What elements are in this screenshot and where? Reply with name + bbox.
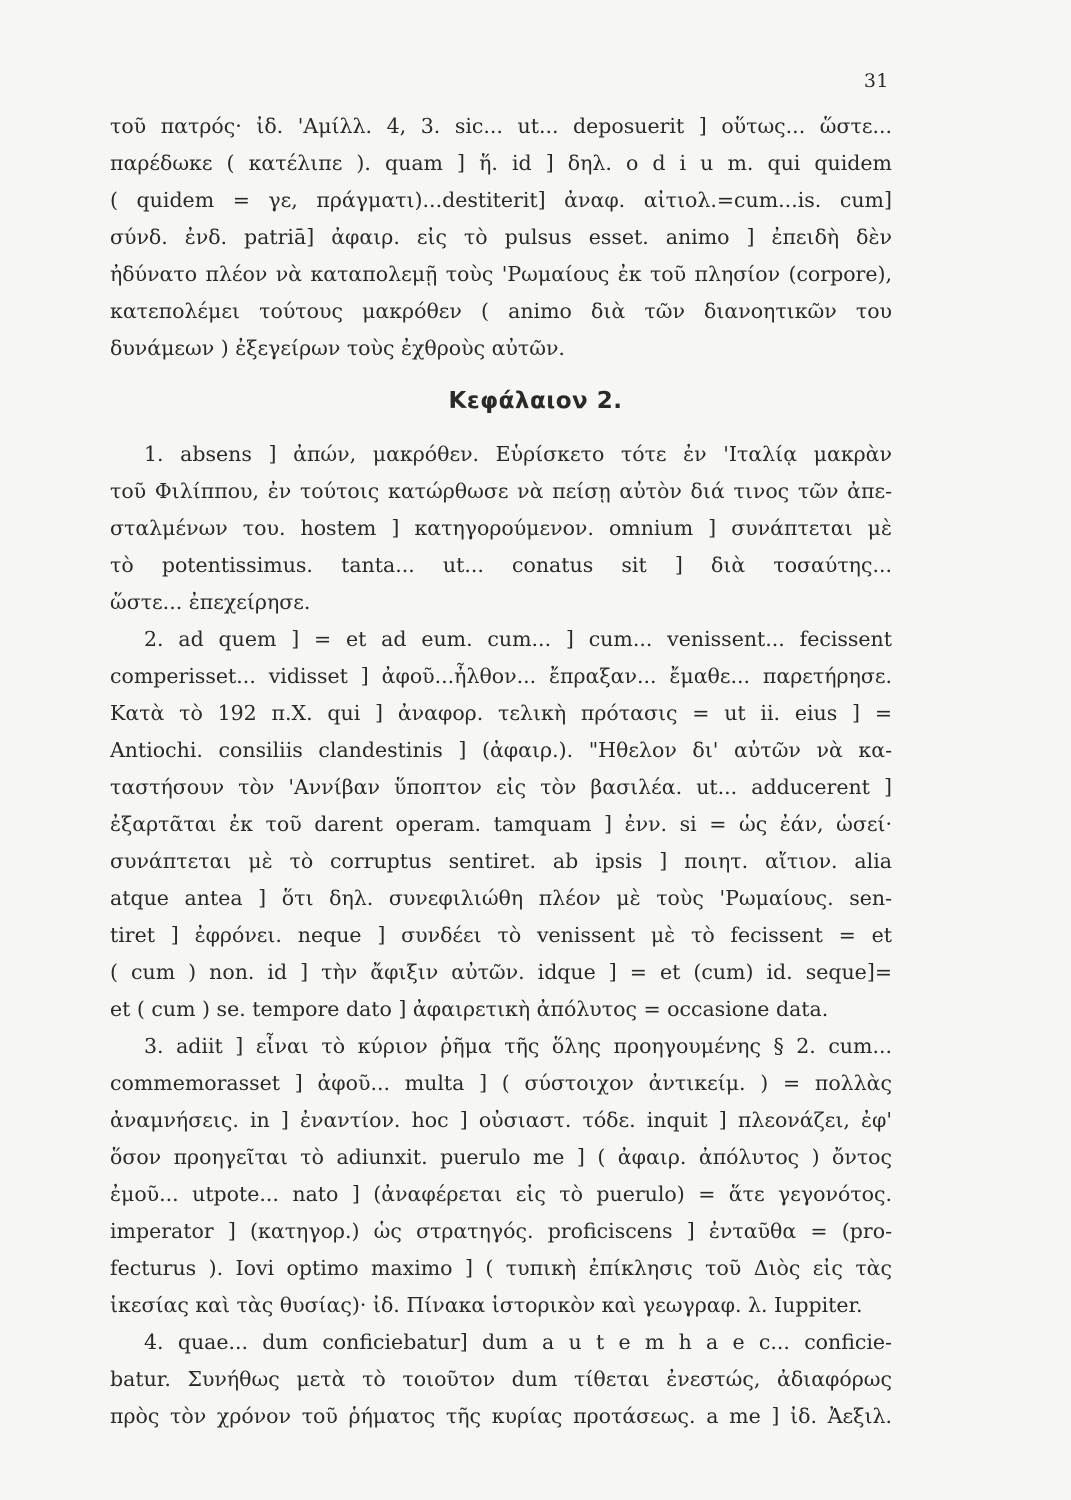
chapter-heading: Κεφάλαιον 2. (448, 388, 623, 414)
text-line: τὸ potentissimus. tanta... ut... conatus sit ] διὰ τοσαύτης... (110, 553, 892, 577)
text-line: Κατὰ τὸ 192 π.Χ. qui ] ἀναφορ. τελικὴ πρότασις = ut ii. eius ] = (110, 701, 892, 725)
text-line: παρέδωκε ( κατέλιπε ). quam ] ἥ. id ] δηλ. o d i u m. qui quidem (110, 151, 892, 175)
text-line: Antiochi. consiliis clandestinis ] (ἀφαιρ.). "Ηθελον δι' αὐτῶν νὰ κα- (110, 738, 892, 762)
text-line: 1. absens ] ἀπών, μακρόθεν. Εὑρίσκετο τότε ἐν 'Ιταλίᾳ μακρὰν (144, 442, 892, 466)
text-line: ( cum ) non. id ] τὴν ἄφιξιν αὐτῶν. idque ] = et (cum) id. seque]= (110, 960, 892, 984)
text-line: σταλμένων του. hostem ] κατηγορούμενον. omnium ] συνάπτεται μὲ (110, 516, 892, 540)
text-line: et ( cum ) se. tempore dato ] ἀφαιρετικὴ ἀπόλυτος = occasione data. (110, 997, 829, 1021)
text-line: τοῦ πατρός· ἰδ. 'Αμίλλ. 4, 3. sic... ut... deposuerit ] οὕτως... ὥστε... (110, 114, 892, 138)
text-line: ταστήσουν τὸν 'Αννίβαν ὕποπτον εἰς τὸν βασιλέα. ut... adducerent ] (110, 775, 892, 799)
text-line: ὥστε... ἐπεχείρησε. (110, 590, 311, 614)
text-line: 3. adiit ] εἶναι τὸ κύριον ῥῆμα τῆς ὅλης προηγουμένης § 2. cum... (144, 1034, 892, 1058)
text-line: atque antea ] ὅτι δηλ. συνεφιλιώθη πλέον μὲ τοὺς 'Ρωμαίους. sen- (110, 886, 892, 910)
intro-paragraph (110, 108, 892, 367)
text-line: ἐξαρτᾶται ἐκ τοῦ darent operam. tamquam ] ἐνν. si = ὡς ἐάν, ὡσεί· (110, 812, 892, 836)
text-line: batur. Συνήθως μετὰ τὸ τοιοῦτον dum τίθεται ἐνεστώς, ἀδιαφόρως (110, 1367, 892, 1391)
text-line: ἠδύνατο πλέον νὰ καταπολεμῇ τοὺς 'Ρωμαίους ἐκ τοῦ πλησίον (corpore), (110, 262, 892, 286)
chapter-body (110, 436, 892, 1435)
text-line: κατεπολέμει τούτους μακρόθεν ( animo διὰ τῶν διανοητικῶν του (110, 299, 892, 323)
text-line: ὅσον προηγεῖται τὸ adiunxit. puerulo me ] ( ἀφαιρ. ἀπόλυτος ) ὄντος (110, 1145, 892, 1169)
text-line: σύνδ. ἐνδ. patriā] ἀφαιρ. εἰς τὸ pulsus esset. animo ] ἐπειδὴ δὲν (110, 225, 892, 249)
text-line: τοῦ Φιλίππου, ἐν τούτοις κατώρθωσε νὰ πείσῃ αὐτὸν διά τινος τῶν ἀπε- (110, 479, 892, 503)
text-line: συνάπτεται μὲ τὸ corruptus sentiret. ab ipsis ] ποιητ. αἴτιον. alia (110, 849, 892, 873)
text-line: ἐμοῦ... utpote... nato ] (ἀναφέρεται εἰς τὸ puerulo) = ἅτε γεγονότος. (110, 1182, 892, 1206)
text-line: ἀναμνήσεις. in ] ἐναντίον. hoc ] οὐσιαστ. τόδε. inquit ] πλεονάζει, ἐφ' (110, 1108, 892, 1132)
text-line: πρὸς τὸν χρόνον τοῦ ῥήματος τῆς κυρίας προτάσεως. a me ] ἰδ. Ἀεξιλ. (110, 1404, 892, 1428)
text-line: commemorasset ] ἀφοῦ... multa ] ( σύστοιχον ἀντικείμ. ) = πολλὰς (110, 1071, 892, 1095)
text-line: ( quidem = γε, πράγματι)...destiterit] ἀναφ. αἰτιολ.=cum...is. cum] (110, 188, 892, 212)
text-line: δυνάμεων ) ἐξεγείρων τοὺς ἐχθροὺς αὐτῶν. (110, 336, 565, 360)
text-line: 4. quae... dum conficiebatur] dum a u t e m h a e c... conficie- (144, 1330, 892, 1354)
text-line: comperisset... vidisset ] ἀφοῦ...ἦλθον... ἔπραξαν... ἔμαθε... παρετήρησε. (110, 664, 892, 688)
page-number: 31 (863, 70, 889, 92)
text-line: ἱκεσίας καὶ τὰς θυσίας)· ἰδ. Πίνακα ἱστορικὸν καὶ γεωγραφ. λ. Iuppiter. (110, 1293, 863, 1317)
text-line: 2. ad quem ] = et ad eum. cum... ] cum... venissent... fecissent (144, 627, 892, 651)
text-line: tiret ] ἐφρόνει. neque ] συνδέει τὸ venissent μὲ τὸ fecissent = et (110, 923, 892, 947)
text-line: imperator ] (κατηγορ.) ὡς στρατηγός. proficiscens ] ἐνταῦθα = (pro- (110, 1219, 892, 1243)
text-line: fecturus ). Iovi optimo maximo ] ( τυπικὴ ἐπίκλησις τοῦ Διὸς εἰς τὰς (110, 1256, 892, 1280)
